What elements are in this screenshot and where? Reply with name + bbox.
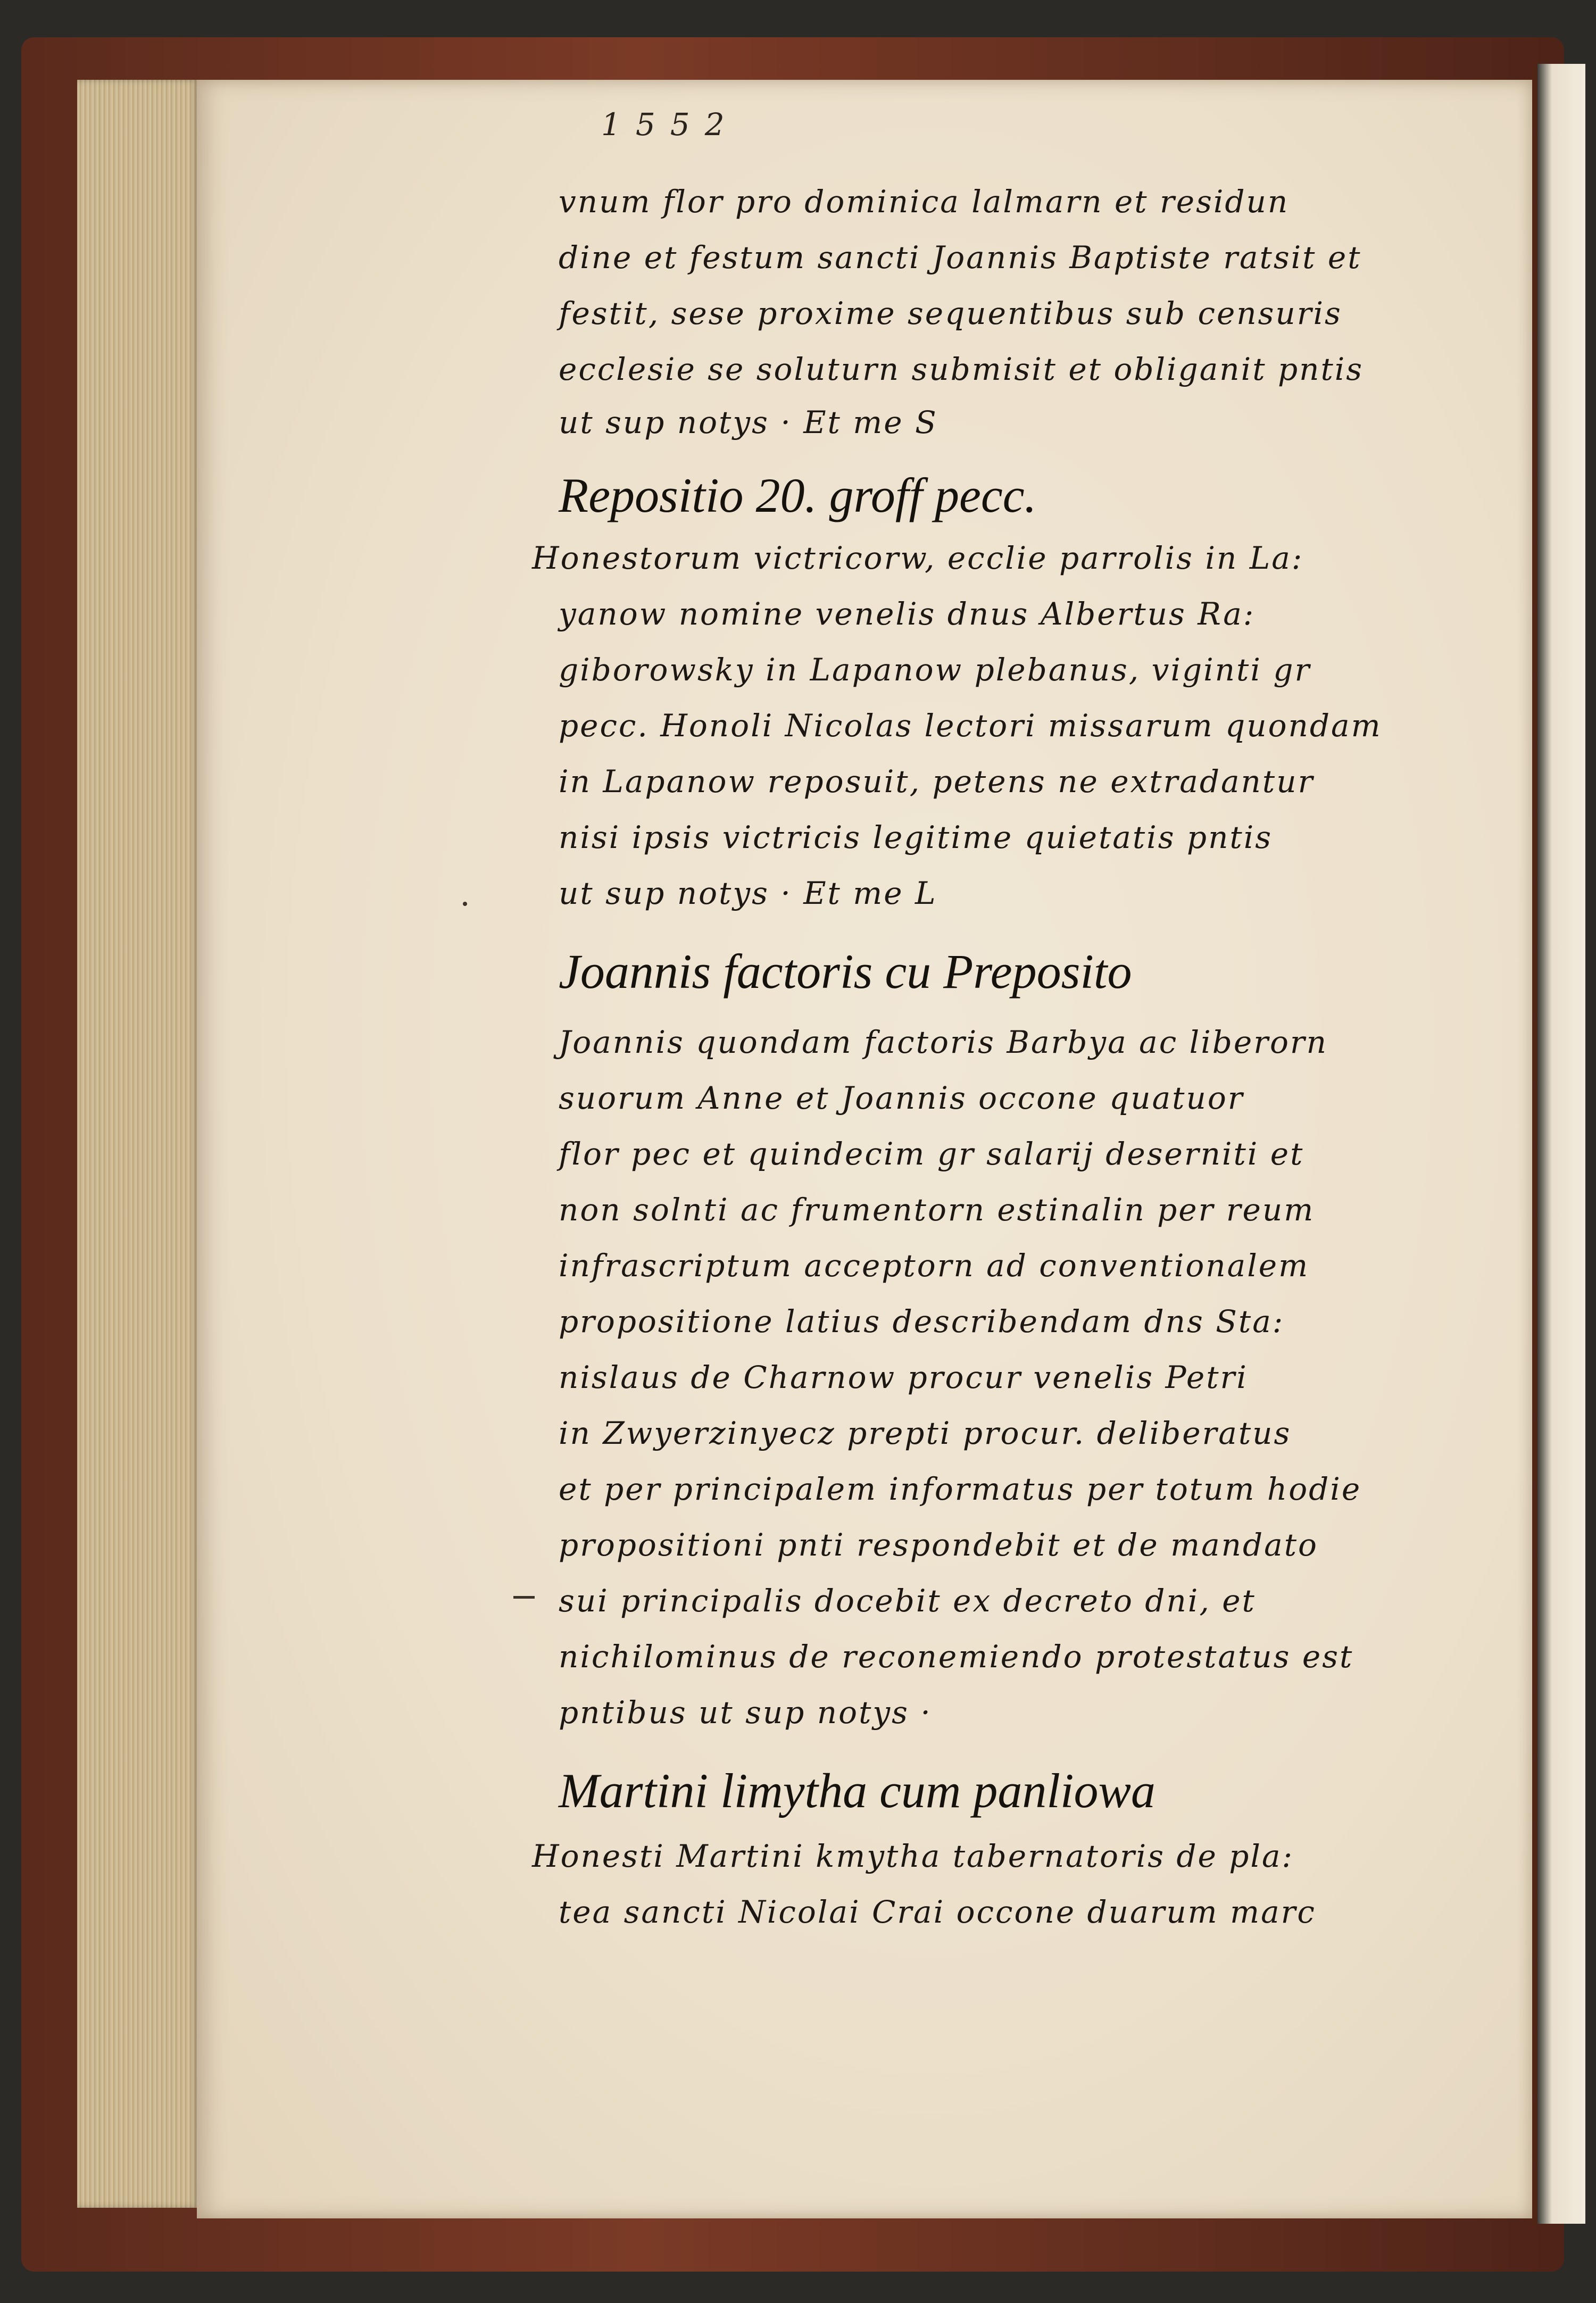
text-line: ut sup notys · Et me S [559, 404, 938, 440]
margin-mark [513, 1596, 535, 1599]
text-line: infrascriptum acceptorn ad conventionalem [559, 1248, 1310, 1284]
text-line: propositione latius describendam dns Sta: [559, 1303, 1285, 1340]
entry-heading: Repositio 20. groff pecc. [559, 468, 1037, 522]
text-line: in Zwyerzinyecz prepti procur. deliberatus [559, 1415, 1292, 1451]
margin-mark [463, 902, 467, 906]
text-line: sui principalis docebit ex decreto dni, et [559, 1583, 1256, 1619]
text-line: propositioni pnti respondebit et de mandato [559, 1527, 1318, 1563]
text-line: vnum flor pro dominica lalmarn et residun [559, 184, 1290, 220]
text-line: et per principalem informatus per totum hodie [559, 1471, 1362, 1507]
text-line: Honestorum victricorw, ecclie parrolis in La: [532, 540, 1304, 576]
text-line: ecclesie se soluturn submisit et obliganit pntis [559, 351, 1364, 387]
text-line: in Lapanow reposuit, petens ne extradantur [559, 763, 1315, 800]
page-edges [77, 80, 200, 2208]
text-line: dine et festum sancti Joannis Baptiste ratsit et [559, 239, 1362, 276]
text-line: suorum Anne et Joannis occone quatuor [559, 1080, 1244, 1116]
text-line: nichilominus de reconemiendo protestatus est [559, 1639, 1354, 1675]
text-line: ut sup notys · Et me L [559, 875, 937, 911]
entry-heading: Joannis factoris cu Preposito [559, 944, 1132, 999]
text-line: flor pec et quindecim gr salarij deserniti et [559, 1136, 1304, 1172]
text-line: yanow nomine venelis dnus Albertus Ra: [559, 596, 1256, 632]
text-line: pecc. Honoli Nicolas lectori missarum quondam [559, 708, 1382, 744]
text-line: nisi ipsis victricis legitime quietatis pntis [559, 819, 1273, 855]
text-line: nislaus de Charnow procur venelis Petri [559, 1359, 1248, 1395]
text-line: giborowsky in Lapanow plebanus, viginti gr [559, 652, 1311, 688]
text-line: pntibus ut sup notys · [559, 1694, 932, 1731]
page-year: 1552 [601, 106, 739, 143]
text-line: Honesti Martini kmytha tabernatoris de pla: [532, 1838, 1294, 1874]
text-line: non solnti ac frumentorn estinalin per reum [559, 1192, 1315, 1228]
text-line: Joannis quondam factoris Barbya ac liberorn [559, 1024, 1328, 1060]
text-line: tea sancti Nicolai Crai occone duarum marc [559, 1894, 1316, 1930]
entry-heading: Martini limytha cum panliowa [559, 1764, 1156, 1818]
text-line: festit, sese proxime sequentibus sub censuris [559, 295, 1342, 331]
facing-page-edge [1537, 64, 1585, 2224]
